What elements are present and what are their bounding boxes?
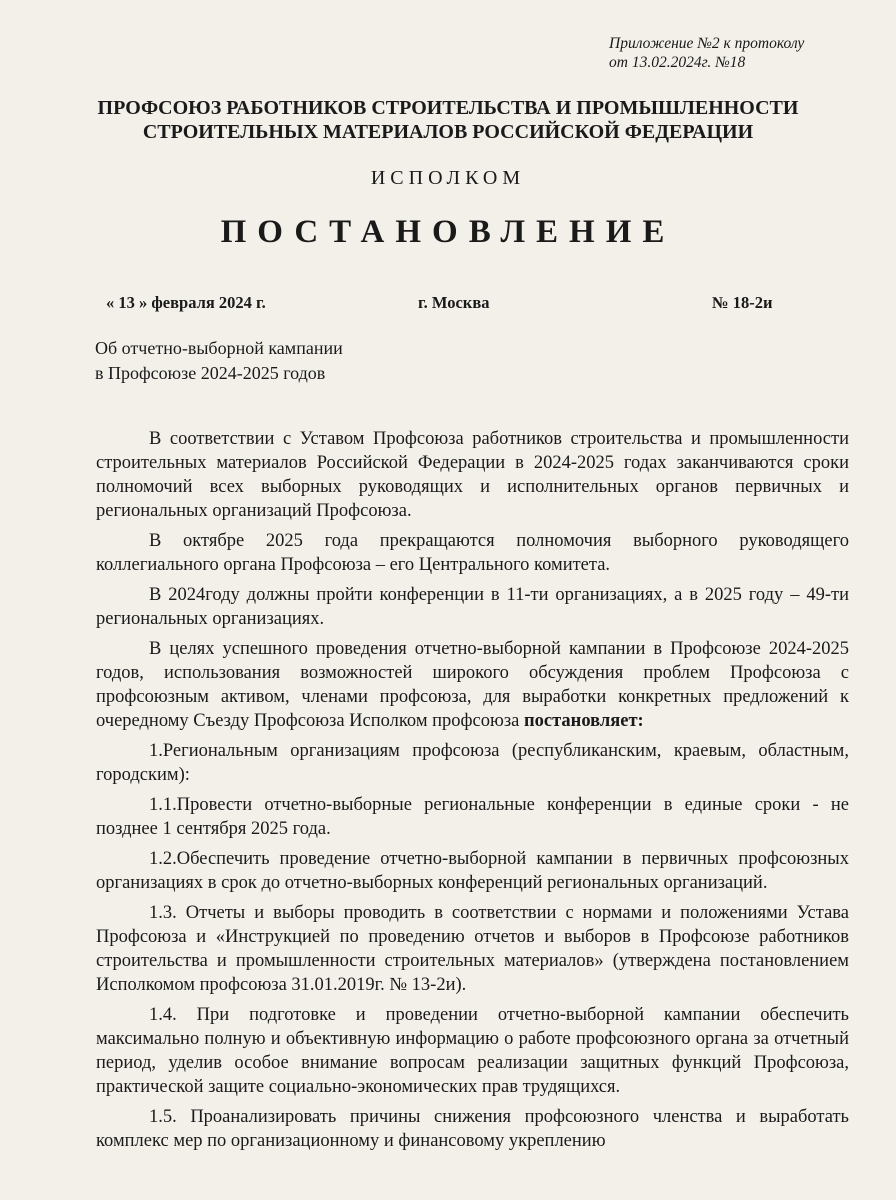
paragraph-4-text: В целях успешного проведения отчетно-выборной кампании в Профсоюзе 2024-2025 годов, использования возможностей широкого обсуждения проблем Профсоюза с профсоюзным активом, членами профсоюза, для выработки конкретных предложений к очередному Съезду Профсоюза Исполком профсоюза — [96, 639, 849, 731]
document-type-title: ПОСТАНОВЛЕНИЕ — [220, 214, 676, 250]
paragraph-2: В октябре 2025 года прекращаются полномочия выборного руководящего коллегиального органа Профсоюза – его Центрального комитета. — [96, 531, 849, 575]
paragraph-1: В соответствии с Уставом Профсоюза работников строительства и промышленности строительных материалов Российской Федерации в 2024-2025 годах заканчиваются сроки полномочий всех выборных руководящих и исполнительных органов первичных и региональных организаций Профсоюза. — [96, 429, 849, 521]
paragraph-6: 1.1.Провести отчетно-выборные региональные конференции в единые сроки - не позднее 1 сентября 2025 года. — [96, 795, 849, 839]
document-body — [96, 427, 849, 1159]
paragraph-5: 1.Региональным организациям профсоюза (республиканским, краевым, областным, городским): — [96, 741, 849, 785]
annex-line-2: от 13.02.2024г. №18 — [609, 54, 746, 71]
annex-line-1: Приложение №2 к протоколу — [609, 35, 805, 52]
paragraph-9: 1.4. При подготовке и проведении отчетно-выборной кампании обеспечить максимально полную и объективную информацию о работе профсоюзного органа за отчетный период, уделив особое внимание вопросам реализации защитных функций Профсоюза, практической защите социально-экономических прав трудящихся. — [96, 1005, 849, 1097]
annex-note — [609, 34, 804, 72]
document-number: № 18-2и — [712, 293, 773, 312]
subject-line-1: Об отчетно-выборной кампании — [95, 338, 343, 358]
paragraph-4 — [96, 637, 849, 733]
org-name-line-2: СТРОИТЕЛЬНЫХ МАТЕРИАЛОВ РОССИЙСКОЙ ФЕДЕРАЦИИ — [142, 121, 754, 143]
document-date: « 13 » февраля 2024 г. — [106, 293, 266, 312]
document-city: г. Москва — [418, 293, 490, 312]
paragraph-7: 1.2.Обеспечить проведение отчетно-выборной кампании в первичных профсоюзных организациях в срок до отчетно-выборных конференций региональных организаций. — [96, 849, 849, 893]
issuing-body: ИСПОЛКОМ — [370, 167, 526, 189]
paragraph-3: В 2024году должны пройти конференции в 11-ти организациях, а в 2025 году – 49-ти региональных организациях. — [96, 585, 849, 629]
resolution-keyword: постановляет: — [523, 711, 644, 731]
paragraph-8: 1.3. Отчеты и выборы проводить в соответствии с нормами и положениями Устава Профсоюза и «Инструкцией по проведению отчетов и выборов в Профсоюзе работников строительства и промышленности строительных материалов» (утверждена постановлением Исполкомом профсоюза 31.01.2019г. № 13-2и). — [96, 903, 849, 995]
subject-line-2: в Профсоюзе 2024-2025 годов — [95, 363, 326, 383]
paragraph-10: 1.5. Проанализировать причины снижения профсоюзного членства и выработать комплекс мер по организационному и финансовому укреплению — [96, 1107, 849, 1151]
document-subject — [95, 336, 343, 386]
org-name-line-1: ПРОФСОЮЗ РАБОТНИКОВ СТРОИТЕЛЬСТВА И ПРОМЫШЛЕННОСТИ — [97, 97, 799, 119]
